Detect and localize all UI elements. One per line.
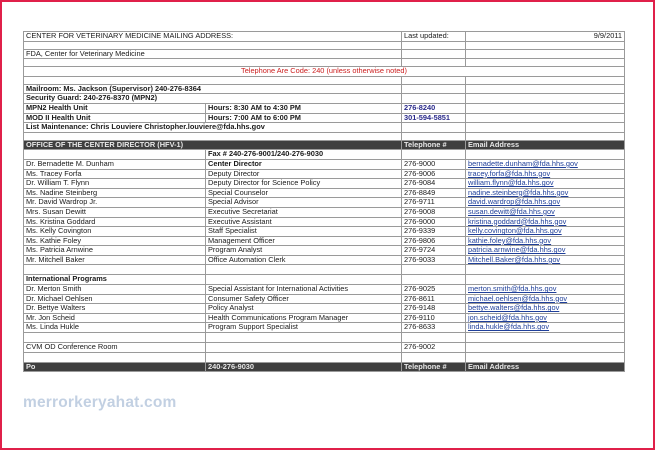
mod2-hours: Hours: 7:00 AM to 6:00 PM [206,113,402,123]
job-title: Consumer Safety Officer [206,294,402,304]
table-row [24,159,625,169]
mailroom-row [24,84,625,94]
phone-number: 276-9711 [402,198,466,208]
conference-phone: 276-9002 [402,343,466,353]
security-info: Security Guard: 240-276-8370 (MPN2) [24,94,402,104]
job-title: Management Officer [206,236,402,246]
table-row [24,304,625,314]
conference-name: CVM OD Conference Room [24,343,206,353]
email-link[interactable]: kelly.covington@fda.hhs.gov [466,227,625,237]
phone-number: 276-8633 [402,323,466,333]
blank-row [24,59,625,67]
phone-number: 276-9000 [402,217,466,227]
email-link[interactable]: david.wardrop@fda.hhs.gov [466,198,625,208]
email-link[interactable]: Mitchell.Baker@fda.hhs.gov [466,255,625,265]
phone-number: 276-9084 [402,179,466,189]
fax-number: Fax # 240-276-9001/240-276-9030 [206,150,402,160]
email-link[interactable]: tracey.forfa@fda.hhs.gov [466,169,625,179]
phone-number: 276-9148 [402,304,466,314]
email-link[interactable]: kathie.foley@fda.hhs.gov [466,236,625,246]
bottom-phone-header: Telephone # [402,362,466,372]
blank-row [24,132,625,140]
conference-row [24,343,625,353]
security-row [24,94,625,104]
phone-number: 276-8611 [402,294,466,304]
table-row [24,169,625,179]
sheet-title: CENTER FOR VETERINARY MEDICINE MAILING ADDRESS: [24,32,402,42]
person-name: Mr. Mitchell Baker [24,255,206,265]
mpn2-phone: 276-8240 [402,103,466,113]
mailroom-info: Mailroom: Ms. Jackson (Supervisor) 240-276-8364 [24,84,402,94]
last-updated-label: Last updated: [402,32,466,42]
job-title: Special Assistant for International Activities [206,285,402,295]
blank-row [24,333,625,343]
person-name: Dr. Merton Smith [24,285,206,295]
phone-header: Telephone # [402,140,466,150]
email-link[interactable]: merton.smith@fda.hhs.gov [466,285,625,295]
phone-number: 276-9006 [402,169,466,179]
list-maintenance-row [24,123,625,133]
phone-number: 276-9724 [402,246,466,256]
office-header: OFFICE OF THE CENTER DIRECTOR (HFV-1) [24,140,402,150]
section2-header-row [24,275,625,285]
person-name: Ms. Kathie Foley [24,236,206,246]
job-title: Executive Assistant [206,217,402,227]
job-title: Office Automation Clerk [206,255,402,265]
phone-number: 276-9000 [402,159,466,169]
person-name: Ms. Nadine Steinberg [24,188,206,198]
email-link[interactable]: bettye.walters@fda.hhs.gov [466,304,625,314]
phone-number: 276-9033 [402,255,466,265]
directory-table [23,31,625,372]
bottom-fax: 240-276-9030 [206,362,402,372]
phone-number: 276-9025 [402,285,466,295]
table-row [24,323,625,333]
job-title: Program Analyst [206,246,402,256]
person-name: Mr. Jon Scheid [24,313,206,323]
job-title: Deputy Director for Science Policy [206,179,402,189]
person-name: Ms. Tracey Forfa [24,169,206,179]
phone-number: 276-9008 [402,207,466,217]
spreadsheet [23,31,624,372]
bottom-email-header: Email Address [466,362,625,372]
table-row [24,198,625,208]
person-name: Ms. Patricia Arnwine [24,246,206,256]
person-name: Ms. Kelly Covington [24,227,206,237]
person-name: Dr. Bernadette M. Dunham [24,159,206,169]
phone-number: 276-9806 [402,236,466,246]
person-name: Dr. Bettye Walters [24,304,206,314]
section-header-row [24,140,625,150]
mpn2-hours: Hours: 8:30 AM to 4:30 PM [206,103,402,113]
email-link[interactable]: kristina.goddard@fda.hhs.gov [466,217,625,227]
job-title: Program Support Specialist [206,323,402,333]
blank-row [24,265,625,275]
mod2-row [24,113,625,123]
blank-row [24,352,625,362]
table-row [24,313,625,323]
mod2-label: MOD II Health Unit [24,113,206,123]
phone-number: 276-9339 [402,227,466,237]
table-row [24,285,625,295]
international-programs-header: International Programs [24,275,206,285]
table-row [24,294,625,304]
mod2-phone: 301-594-5851 [402,113,466,123]
area-code-row [24,67,625,77]
table-row [24,255,625,265]
email-link[interactable]: bernadette.dunham@fda.hhs.gov [466,159,625,169]
person-name: Ms. Kristina Goddard [24,217,206,227]
list-maintenance: List Maintenance: Chris Louviere Christopher.louviere@fda.hhs.gov [24,123,402,133]
bottom-header-row [24,362,625,372]
email-link[interactable]: linda.hukle@fda.hhs.gov [466,323,625,333]
table-row [24,207,625,217]
person-name: Ms. Linda Hukle [24,323,206,333]
fax-row [24,150,625,160]
person-name: Dr. Michael Oehlsen [24,294,206,304]
job-title: Policy Analyst [206,304,402,314]
person-name: Dr. William T. Flynn [24,179,206,189]
org-row [24,49,625,59]
org-name: FDA, Center for Veterinary Medicine [24,49,402,59]
table-row [24,217,625,227]
table-row [24,236,625,246]
watermark: merrorkeryahat.com [23,394,177,411]
bottom-office-header: Po [24,362,206,372]
email-link[interactable]: william.flynn@fda.hhs.gov [466,179,625,189]
blank-row [24,41,625,49]
job-title: Health Communications Program Manager [206,313,402,323]
email-link[interactable]: susan.dewitt@fda.hhs.gov [466,207,625,217]
email-link[interactable]: nadine.steinberg@fda.hhs.gov [466,188,625,198]
person-name: Mrs. Susan Dewitt [24,207,206,217]
table-row [24,246,625,256]
job-title: Deputy Director [206,169,402,179]
phone-number: 276-9110 [402,313,466,323]
job-title: Special Advisor [206,198,402,208]
email-link[interactable]: patricia.arnwine@fda.hhs.gov [466,246,625,256]
phone-number: 276-8849 [402,188,466,198]
email-header: Email Address [466,140,625,150]
table-row [24,227,625,237]
table-row [24,179,625,189]
mpn2-label: MPN2 Health Unit [24,103,206,113]
mpn2-row [24,103,625,113]
job-title: Staff Specialist [206,227,402,237]
table-row [24,188,625,198]
area-code-note: Telephone Are Code: 240 (unless otherwise noted) [24,67,625,77]
title-row [24,32,625,42]
last-updated-value: 9/9/2011 [466,32,625,42]
person-name: Mr. David Wardrop Jr. [24,198,206,208]
blank-row [24,76,625,84]
job-title: Executive Secretariat [206,207,402,217]
job-title: Center Director [206,159,402,169]
email-link[interactable]: jon.scheid@fda.hhs.gov [466,313,625,323]
email-link[interactable]: michael.oehlsen@fda.hhs.gov [466,294,625,304]
job-title: Special Counselor [206,188,402,198]
